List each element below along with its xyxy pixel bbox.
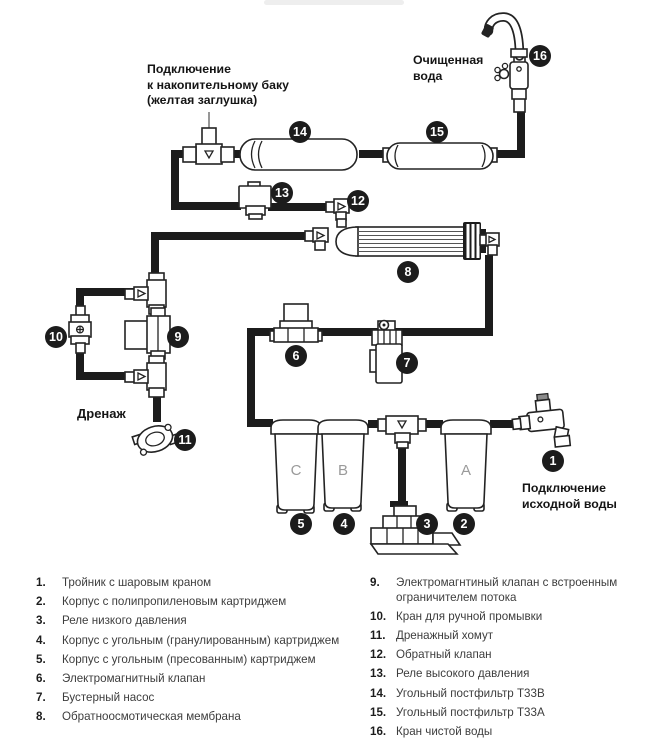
callout-12: 12 — [347, 190, 369, 212]
callout-3: 3 — [416, 513, 438, 535]
high-pressure-relay — [239, 182, 271, 219]
housing-c-letter: C — [290, 462, 302, 479]
legend-item-10: 10. Кран для ручной промывки — [370, 609, 543, 623]
legend-item-3: 3. Реле низкого давления — [36, 614, 187, 628]
housing-a — [441, 420, 491, 511]
source-label-line1: Подключение — [522, 481, 606, 495]
legend-item-9: 9. Электромагнтиный клапан с встроенным ограничителем потока — [370, 576, 618, 604]
solenoid-valve — [270, 304, 322, 342]
callout-14: 14 — [289, 121, 311, 143]
clean-water-label-line1: Очищенная — [413, 53, 484, 67]
callout-16: 16 — [529, 45, 551, 67]
housing-a-letter: A — [460, 462, 472, 479]
callout-1: 1 — [542, 450, 564, 472]
clean-water-faucet — [481, 17, 528, 112]
legend-item-13: 13. Реле высокого давления — [370, 667, 530, 681]
tank-connection-label — [147, 62, 289, 109]
low-pressure-tee-fitting — [378, 416, 426, 448]
tank-label-line1: Подключение — [147, 62, 231, 76]
source-water-label — [522, 481, 617, 512]
housing-c — [271, 420, 321, 513]
callout-6: 6 — [285, 345, 307, 367]
callout-15: 15 — [426, 121, 448, 143]
legend-item-6: 6. Электромагнитный клапан — [36, 671, 206, 685]
legend-item-2: 2. Корпус с полипропиленовым картриджем — [36, 595, 287, 609]
callout-13: 13 — [271, 182, 293, 204]
legend-item-4: 4. Корпус с угольным (гранулированным) картриджем — [36, 633, 340, 647]
tank-label-line2: к накопительному баку — [147, 77, 289, 92]
flush-solenoid-with-restrictor — [125, 308, 170, 359]
membrane-left-elbow-fitting — [305, 228, 328, 250]
callout-10: 10 — [45, 326, 67, 348]
source-label-line2: исходной воды — [522, 496, 617, 511]
legend-left-column — [36, 576, 366, 730]
callout-7: 7 — [396, 352, 418, 374]
postfilter-t33b — [240, 139, 357, 170]
tank-tee-fitting — [183, 128, 234, 164]
drain-bottom-tee-fitting — [125, 356, 166, 397]
legend-item-7: 7. Бустерный насос — [36, 691, 155, 705]
callout-8: 8 — [397, 261, 419, 283]
postfilter-t33a — [383, 143, 497, 169]
legend-item-16: 16. Кран чистой воды — [370, 724, 493, 738]
callout-11: 11 — [174, 429, 196, 451]
feed-tee-ball-valve — [510, 392, 570, 451]
legend-item-1: 1. Тройник с шаровым краном — [36, 576, 212, 589]
legend-item-12: 12. Обратный клапан — [370, 648, 492, 662]
legend-item-14: 14. Угольный постфильтр Т33B — [370, 686, 545, 700]
ro-membrane — [336, 222, 486, 260]
housing-b — [318, 420, 368, 511]
drain-label: Дренаж — [77, 406, 126, 421]
legend-item-11: 11. Дренажный хомут — [370, 628, 494, 642]
clean-water-label-line2: вода — [413, 68, 443, 83]
check-valve — [326, 199, 349, 227]
legend-right-column — [370, 576, 632, 744]
callout-2: 2 — [453, 513, 475, 535]
booster-pump — [370, 321, 402, 384]
clean-water-label — [413, 53, 483, 84]
tank-label-line3: (желтая заглушка) — [147, 93, 258, 107]
faucet-handle-icon — [495, 63, 509, 80]
callout-5: 5 — [290, 513, 312, 535]
legend-item-15: 15. Угольный постфильтр Т33A — [370, 705, 545, 719]
legend-item-5: 5. Корпус с угольным (пресованным) картриджем — [36, 652, 316, 666]
callout-9: 9 — [167, 326, 189, 348]
callout-4: 4 — [333, 513, 355, 535]
housing-b-letter: B — [337, 462, 349, 479]
manual-flush-valve — [69, 306, 91, 353]
legend-item-8: 8. Обратноосмотическая мембрана — [36, 710, 241, 724]
